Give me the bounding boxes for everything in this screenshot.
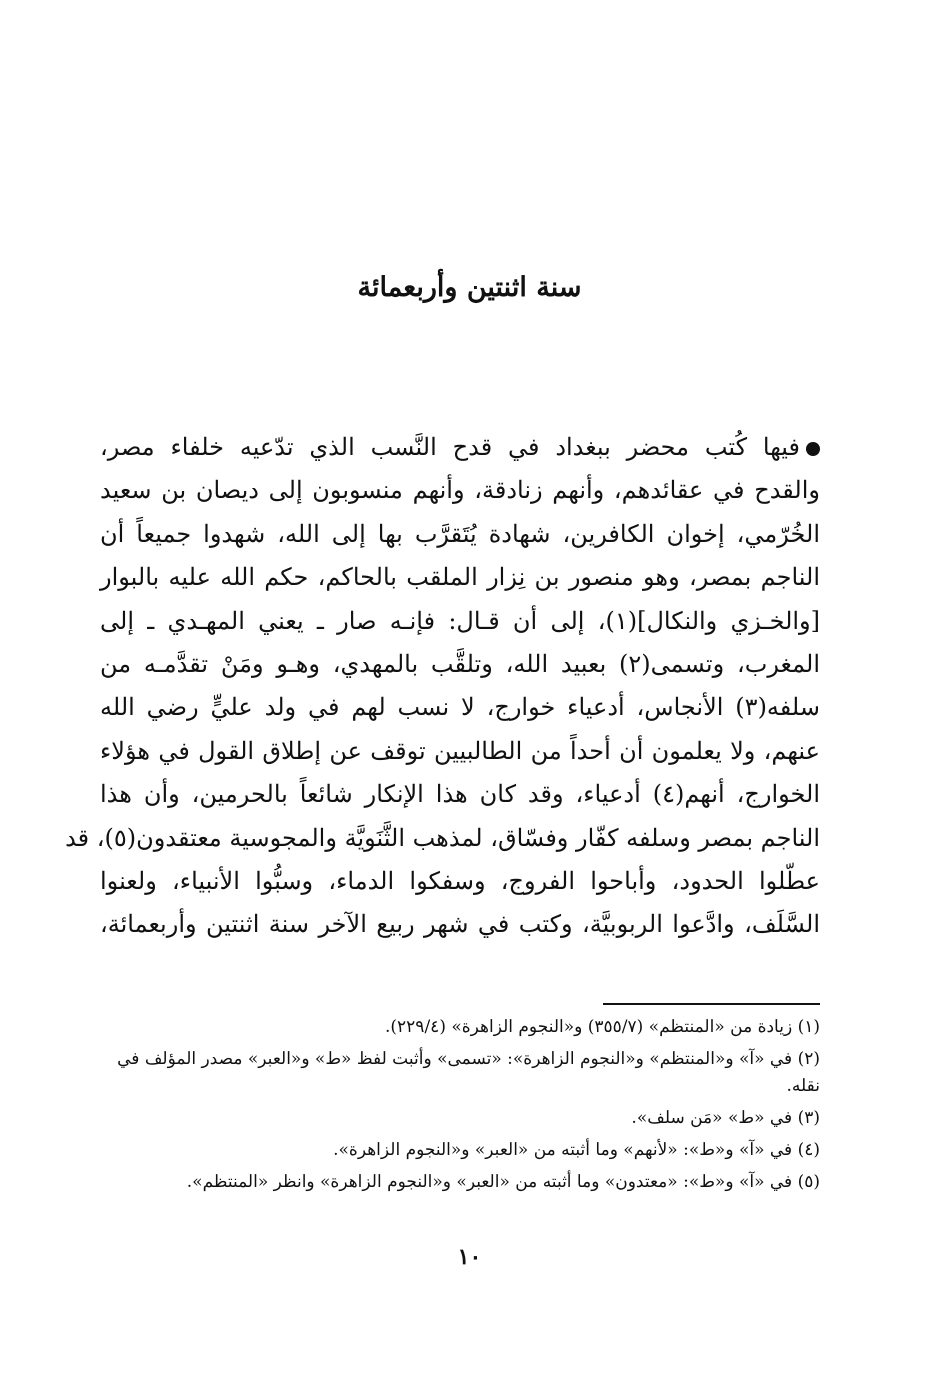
- paragraph-line-5: [والخـزي والنكال](١)، إلى أن قـال: فإنـه صار ـ يعني المهـدي ـ إلى: [100, 606, 821, 635]
- chapter-title: سنة اثنتين وأربعمائة: [357, 272, 582, 303]
- page-number: ١٠: [457, 1244, 482, 1270]
- footnote-4: (٤) في «آ» و«ط»: «لأنهم» وما أثبته من «العبر» و«النجوم الزاهرة».: [333, 1140, 820, 1160]
- paragraph-line-2: والقدح في عقائدهم، وأنهم زنادقة، وأنهم منسوبون إلى ديصان بن سعيد: [100, 476, 820, 505]
- paragraph-line-4: الناجم بمصر، وهو منصور بن نِزار الملقب بالحاكم، حكم الله عليه بالبوار: [100, 563, 820, 592]
- footnote-2-line-1: (٢) في «آ» و«المنتظم» و«النجوم الزاهرة»: «تسمى» وأثبت لفظ «ط» و«العبر» مصدر المؤلف في: [117, 1049, 820, 1069]
- paragraph-line-10: الناجم بمصر وسلفه كفّار وفسّاق، لمذهب الثَّنَويَّة والمجوسية معتقدون(٥)، قد: [65, 823, 820, 852]
- paragraph-line-7: سلفه(٣) الأنجاس، أدعياء خوارج، لا نسب لهم في ولد عليٍّ رضي الله: [100, 693, 820, 722]
- footnote-2-line-2: نقله.: [786, 1076, 820, 1096]
- paragraph-line-9: الخوارج، أنهم(٤) أدعياء، وقد كان هذا الإنكار شائعاً بالحرمين، وأن هذا: [100, 780, 820, 809]
- footnote-separator: [603, 1003, 820, 1005]
- footnote-2: [100, 1046, 820, 1100]
- footnote-3: (٣) في «ط» «مَن سلف».: [631, 1108, 820, 1128]
- paragraph-line-8: عنهم، ولا يعلمون أن أحداً من الطالبيين توقف عن إطلاق القول في هؤلاء: [100, 736, 820, 765]
- paragraph-line-6: المغرب، وتسمى(٢) بعبيد الله، وتلقَّب بالمهدي، وهـو ومَنْ تقدَّمـه من: [100, 649, 820, 678]
- paragraph-line-11: عطّلوا الحدود، وأباحوا الفروج، وسفكوا الدماء، وسبُّوا الأنبياء، ولعنوا: [100, 866, 820, 895]
- bullet-icon: [806, 442, 820, 456]
- paragraph-line-3: الخُرّمي، إخوان الكافرين، شهادة يُتَقرَّب بها إلى الله، شهدوا جميعاً أن: [100, 519, 820, 548]
- footnotes: [100, 1014, 820, 1201]
- paragraph-line-text: فيها كُتب محضر ببغداد في قدح النَّسب الذي تدّعيه خلفاء مصر،: [100, 433, 800, 461]
- footnote-5: (٥) في «آ» و«ط»: «معتدون» وما أثبته من «العبر» و«النجوم الزاهرة» وانظر «المنتظم».: [186, 1172, 820, 1192]
- paragraph-line-12: السَّلَف، وادَّعوا الربوبيَّة، وكتب في شهر ربيع الآخر سنة اثنتين وأربعمائة،: [100, 910, 820, 939]
- paragraph-line-1: [100, 426, 820, 469]
- footnote-1: (١) زيادة من «المنتظم» (٣٥٥/٧) و«النجوم الزاهرة» (٢٢٩/٤).: [385, 1017, 820, 1037]
- main-paragraph: [65, 426, 821, 947]
